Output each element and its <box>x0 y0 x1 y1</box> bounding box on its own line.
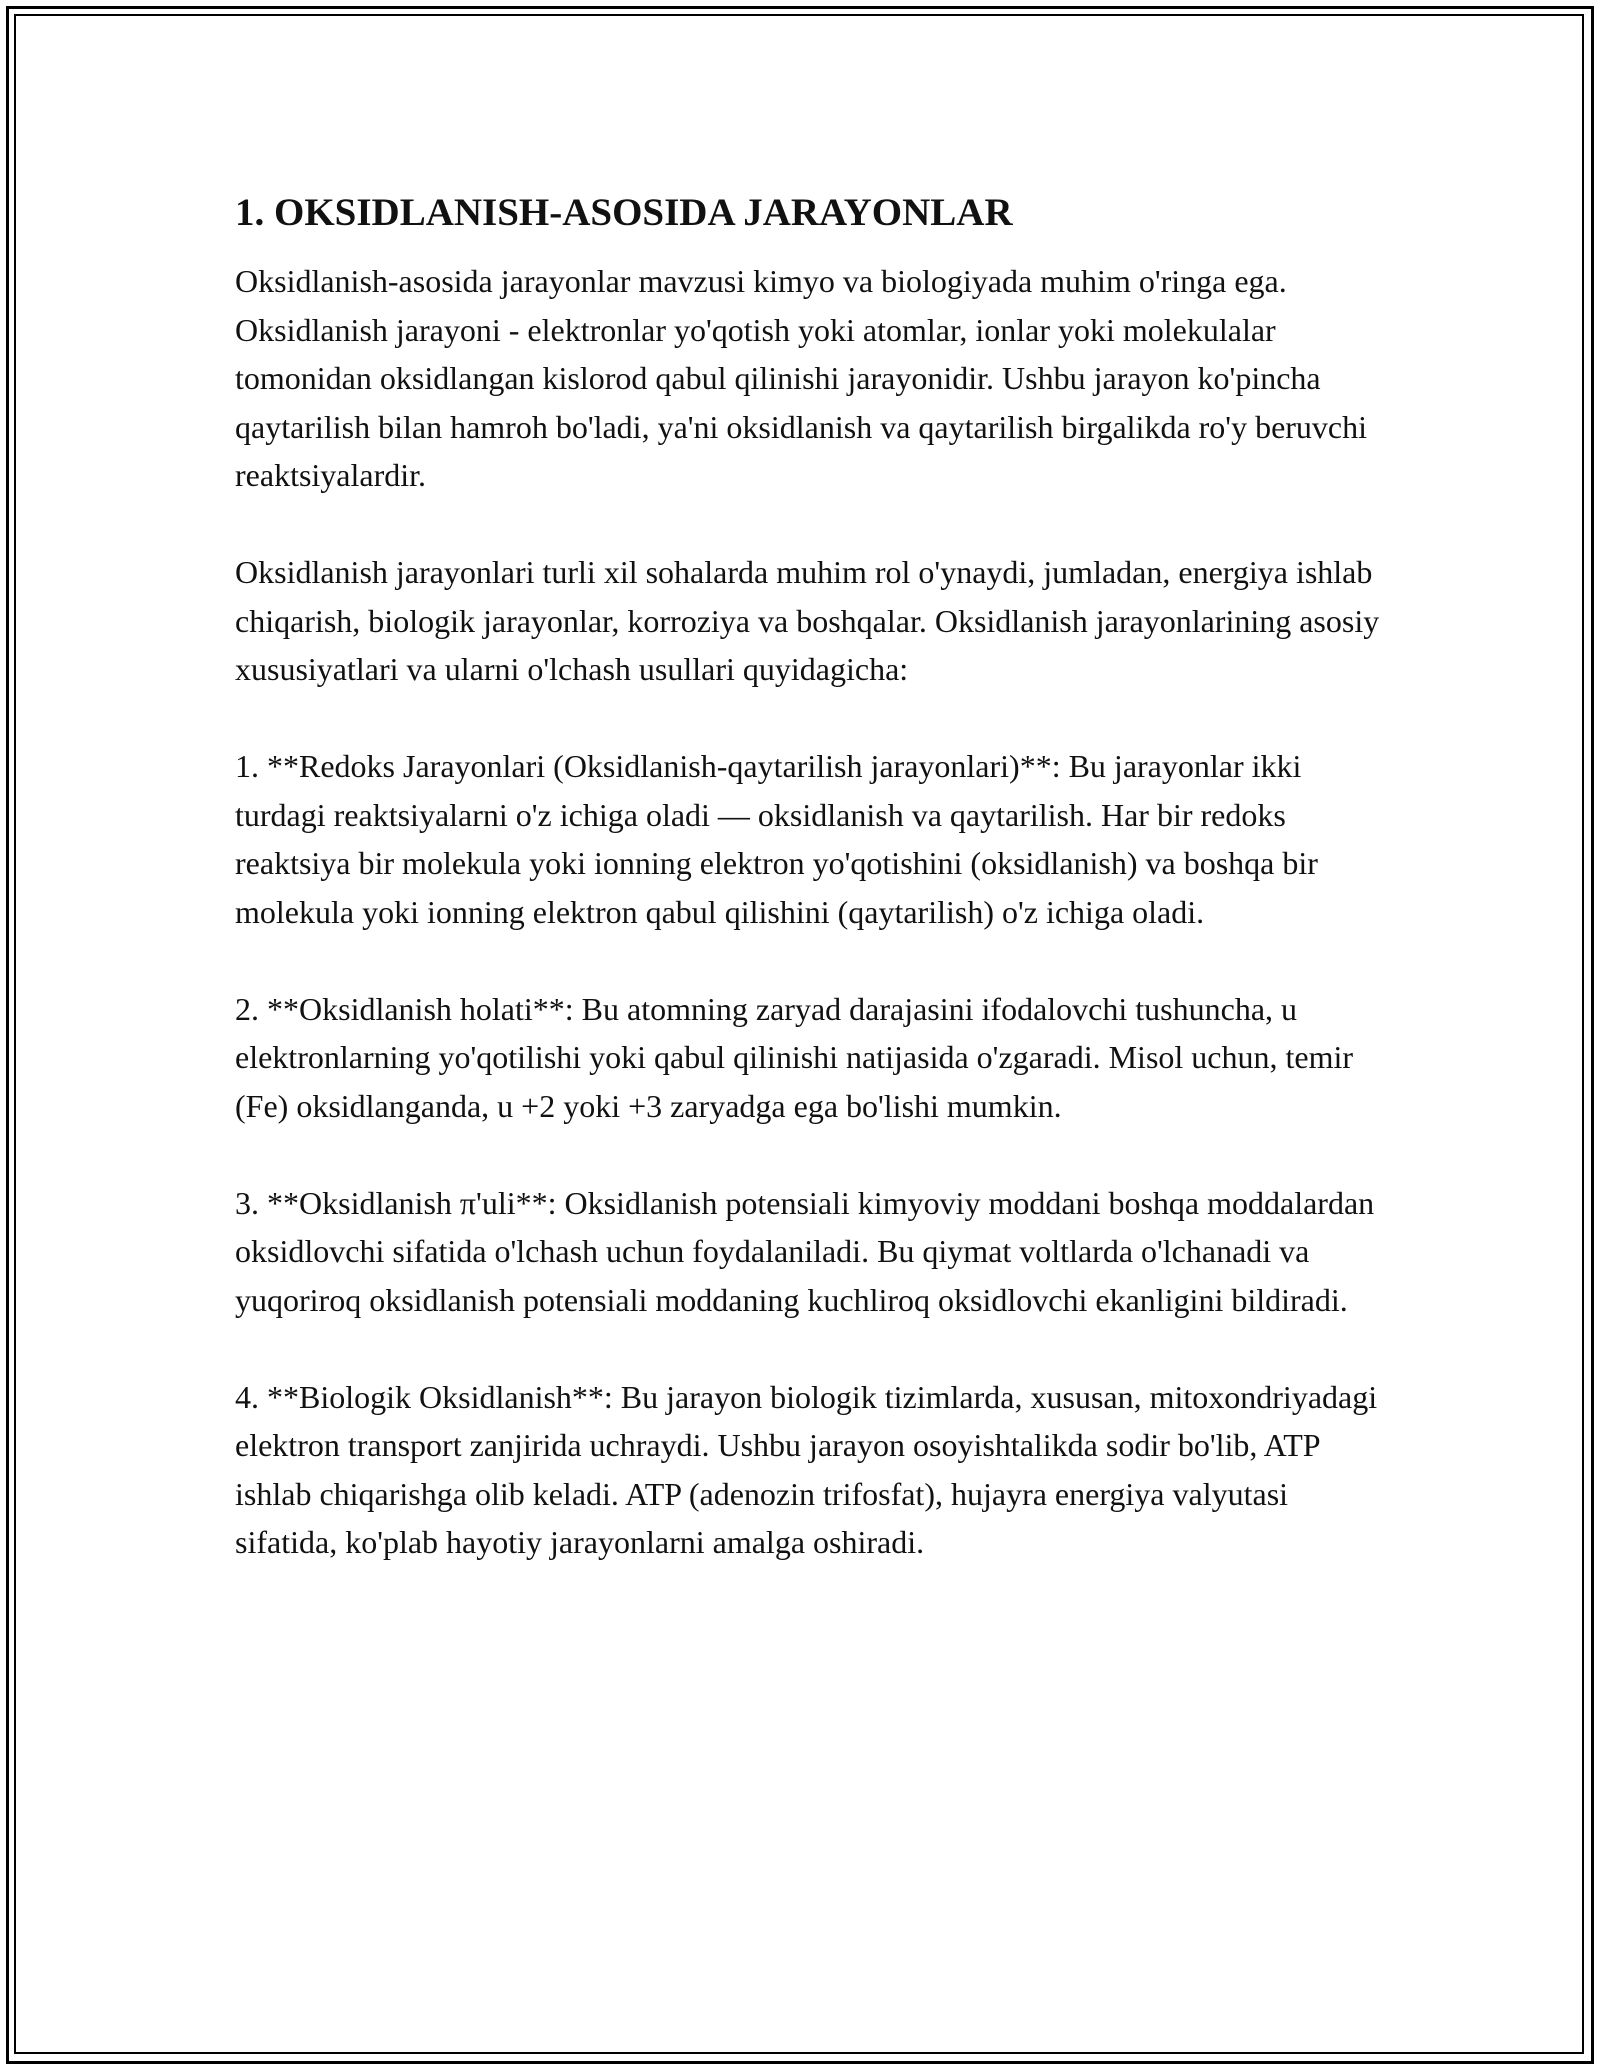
paragraph-intro: Oksidlanish-asosida jarayonlar mavzusi kimyo va biologiyada muhim o'ringa ega. Oksidlanish jarayoni - elektronlar yo'qotish yoki atomlar, ionlar yoki molekulalar tomonidan oksidlangan kislorod qabul qilinishi jarayonidir. Ushbu jarayon ko'pincha qaytarilish bilan hamroh bo'ladi, ya'ni oksidlanish va qaytarilish birgalikda ro'y beruvchi reaktsiyalardir. <box>235 263 1368 493</box>
list-item-oxidation-potential: 3. **Oksidlanish π'uli**: Oksidlanish potensiali kimyoviy moddani boshqa moddalardan oksidlovchi sifatida o'lchash uchun foydalaniladi. Bu qiymat voltlarda o'lchanadi va yuqoriroq oksidlanish potensiali moddaning kuchliroq oksidlovchi ekanligini bildiradi. <box>235 1184 1375 1318</box>
list-item-redox: 1. **Redoks Jarayonlari (Oksidlanish-qaytarilish jarayonlari)**: Bu jarayonlar ikki turdagi reaktsiyalarni o'z ichiga oladi — oksidlanish va qaytarilish. Har bir redoks reaktsiya bir molekula yoki ionning elektron yo'qotishini (oksidlanish) va boshqa bir molekula yoki ionning elektron qabul qilishini (qaytarilish) o'z ichiga oladi. <box>235 748 1318 930</box>
list-item-biological-oxidation: 4. **Biologik Oksidlanish**: Bu jarayon biologik tizimlarda, xususan, mitoxondriyadagi elektron transport zanjirida uchraydi. Ushbu jarayon osoyishtalikda sodir bo'lib, ATP ishlab chiqarishga olib keladi. ATP (adenozin trifosfat), hujayra energiya valyutasi sifatida, ko'plab hayotiy jarayonlarni amalga oshiradi. <box>235 1378 1378 1560</box>
document-title: 1. OKSIDLANISH-ASOSIDA JARAYONLAR <box>235 191 1013 234</box>
document-body <box>235 185 1385 1615</box>
list-item-oxidation-state: 2. **Oksidlanish holati**: Bu atomning zaryad darajasini ifodalovchi tushuncha, u elektronlarning yo'qotilishi yoki qabul qilinishi natijasida o'zgaradi. Misol uchun, temir (Fe) oksidlanganda, u +2 yoki +3 zaryadga ega bo'lishi mumkin. <box>235 990 1354 1124</box>
paragraph-overview: Oksidlanish jarayonlari turli xil sohalarda muhim rol o'ynaydi, jumladan, energiya ishlab chiqarish, biologik jarayonlar, korroziya va boshqalar. Oksidlanish jarayonlarining asosiy xususiyatlari va ularni o'lchash usullari quyidagicha: <box>235 554 1380 687</box>
